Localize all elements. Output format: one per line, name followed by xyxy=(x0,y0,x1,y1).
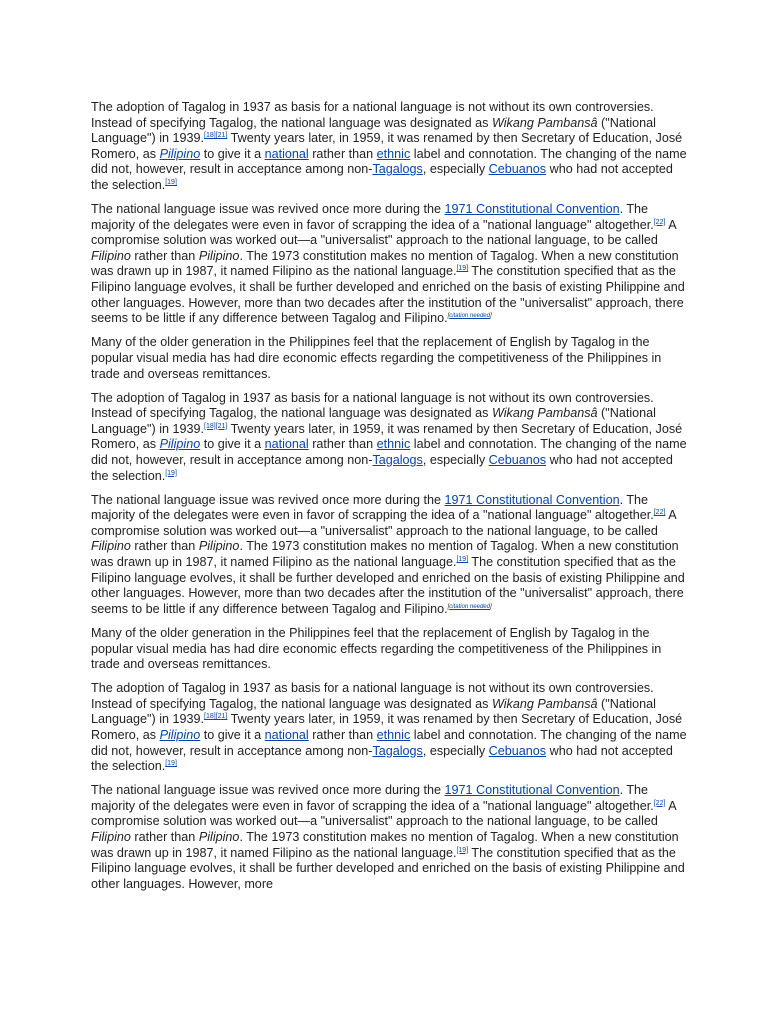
text-span: The adoption of Tagalog in 1937 as basis for a national language is not without its own controversies. Instead of specifying Tagalog, the national language was designated as xyxy=(91,681,654,711)
term-wikang-pambansa: Wikang Pambansâ xyxy=(491,115,598,130)
text-span: label and connotation. The changing of the name did not, however, result in acceptance among non- xyxy=(91,437,687,467)
citation-needed: [citation needed] xyxy=(447,603,492,610)
text-span: . The majority of the delegates were even in favor of scrapping the idea of a "national language" altogether. xyxy=(91,492,654,523)
text-span: . The majority of the delegates were even in favor of scrapping the idea of a "national language" altogether. xyxy=(91,783,654,813)
reference-marker xyxy=(456,847,468,854)
link-ethnic[interactable]: ethnic xyxy=(376,727,411,742)
link-1971-constitutional-convention[interactable]: 1971 Constitutional Convention xyxy=(444,783,620,798)
text-span: , especially xyxy=(422,743,489,758)
link-ethnic[interactable]: ethnic xyxy=(376,146,411,161)
text-span: who had not accepted the selection. xyxy=(91,452,673,483)
paragraph-adoption xyxy=(91,100,691,194)
text-span: Twenty years later, in 1959, it was renamed by then Secretary of Education, José Romero, as xyxy=(91,712,683,742)
link-pilipino[interactable]: Pilipino xyxy=(159,146,201,161)
reference-marker-link[interactable]: [19] xyxy=(165,469,177,477)
text-span: The national language issue was revived once more during the xyxy=(91,202,445,217)
link-cebuanos[interactable]: Cebuanos xyxy=(488,452,547,467)
reference-marker-link[interactable]: [19] xyxy=(456,846,469,854)
text-span: to give it a xyxy=(200,727,265,742)
reference-marker-link[interactable]: [19] xyxy=(456,556,469,564)
term-wikang-pambansa: Wikang Pambansâ xyxy=(491,696,598,711)
text-span: rather than xyxy=(130,830,199,845)
link-cebuanos[interactable]: Cebuanos xyxy=(488,743,547,758)
text-span: ("National Language") in 1939. xyxy=(91,115,656,146)
text-span: label and connotation. The changing of the name did not, however, result in acceptance among non- xyxy=(91,146,687,177)
text-span: who had not accepted the selection. xyxy=(91,162,673,192)
text-span: rather than xyxy=(308,727,377,742)
article-content xyxy=(91,100,691,892)
reference-marker xyxy=(165,179,177,186)
reference-marker-link[interactable]: [18][21] xyxy=(204,713,228,721)
paragraph-language-issue xyxy=(91,493,691,618)
reference-marker xyxy=(165,470,177,477)
link-tagalogs[interactable]: Tagalogs xyxy=(372,162,423,177)
term-wikang-pambansa: Wikang Pambansâ xyxy=(491,406,598,421)
link-1971-constitutional-convention[interactable]: 1971 Constitutional Convention xyxy=(444,492,620,507)
text-span: ("National Language") in 1939. xyxy=(91,696,656,727)
text-span: Many of the older generation in the Philippines feel that the replacement of English by Tagalog in the popular visual media has had dire economic effects regarding the competitiveness of the Philippines in trade and overseas remittances. xyxy=(91,625,662,672)
reference-marker-link[interactable]: [18][21] xyxy=(204,132,228,140)
paragraph-language-issue xyxy=(91,202,691,327)
link-cebuanos[interactable]: Cebuanos xyxy=(488,162,547,177)
text-span: The constitution specified that as the Filipino language evolves, it shall be further developed and enriched on the basis of existing Philippine and other languages. However, more xyxy=(91,555,685,601)
term-filipino: Filipino xyxy=(91,830,131,845)
reference-marker xyxy=(654,800,666,807)
text-span: to give it a xyxy=(200,437,265,452)
paragraph-language-issue xyxy=(91,783,691,892)
text-span: A compromise solution was worked out—a "universalist" approach to the national language, to be called xyxy=(91,508,676,538)
reference-marker-link[interactable]: [22] xyxy=(653,799,666,807)
text-span: than two decades after the institution of the "universalist" approach, there seems to be little if any difference between Tagalog and Filipino. xyxy=(91,295,684,326)
text-span: Twenty years later, in 1959, it was renamed by then Secretary of Education, José Romero, as xyxy=(91,421,683,452)
text-span: The constitution specified that as the Filipino language evolves, it shall be further developed and enriched on the basis of existing Philippine and other languages. However, more xyxy=(91,264,685,310)
text-span: The national language issue was revived once more during the xyxy=(91,492,445,507)
reference-marker xyxy=(204,132,227,139)
article-body xyxy=(91,100,691,892)
text-span: rather than xyxy=(308,146,377,161)
text-span: . The 1973 constitution makes no mention of Tagalog. When a new constitution was drawn up in 1987, it named Filipino as the national language. xyxy=(91,248,679,279)
reference-marker-link[interactable]: [19] xyxy=(165,178,177,186)
term-pilipino: Pilipino xyxy=(198,248,240,263)
text-span: . The majority of the delegates were even in favor of scrapping the idea of a "national language" altogether. xyxy=(91,202,654,232)
reference-marker xyxy=(654,219,666,226)
reference-marker xyxy=(456,556,468,563)
text-span: rather than xyxy=(130,248,199,263)
text-span: The national language issue was revived once more during the xyxy=(91,783,445,798)
text-span: Twenty years later, in 1959, it was renamed by then Secretary of Education, José Romero, as xyxy=(91,131,683,161)
text-span: , especially xyxy=(422,162,489,177)
text-span: The adoption of Tagalog in 1937 as basis for a national language is not without its own controversies. Instead of specifying Tagalog, the national language was designated as xyxy=(91,100,654,130)
paragraph-older-generation xyxy=(91,626,691,673)
text-span: A compromise solution was worked out—a "universalist" approach to the national language, to be called xyxy=(91,217,676,248)
paragraph-adoption xyxy=(91,681,691,775)
term-pilipino: Pilipino xyxy=(198,830,240,845)
text-span: rather than xyxy=(308,437,377,452)
reference-marker-link[interactable]: [19] xyxy=(165,760,177,768)
text-span: The adoption of Tagalog in 1937 as basis for a national language is not without its own controversies. Instead of specifying Tagalog, the national language was designated as xyxy=(91,390,654,421)
link-pilipino[interactable]: Pilipino xyxy=(159,437,201,452)
reference-marker xyxy=(204,423,227,430)
link-national[interactable]: national xyxy=(264,146,309,161)
text-span: than two decades after the institution of the "universalist" approach, there seems to be little if any difference between Tagalog and Filipino. xyxy=(91,586,684,616)
citation-needed-link[interactable]: citation needed xyxy=(449,313,490,320)
reference-marker xyxy=(204,713,227,720)
link-tagalogs[interactable]: Tagalogs xyxy=(372,452,423,467)
text-span: , especially xyxy=(422,452,489,467)
paragraph-older-generation xyxy=(91,335,691,382)
text-span: to give it a xyxy=(200,146,265,161)
text-span: ("National Language") in 1939. xyxy=(91,406,656,436)
reference-marker-link[interactable]: [22] xyxy=(653,218,666,226)
text-span: A compromise solution was worked out—a "universalist" approach to the national language, to be called xyxy=(91,798,676,829)
link-pilipino[interactable]: Pilipino xyxy=(159,727,201,742)
link-tagalogs[interactable]: Tagalogs xyxy=(372,743,423,758)
term-filipino: Filipino xyxy=(91,248,131,263)
link-national[interactable]: national xyxy=(264,727,309,742)
reference-marker-link[interactable]: [18][21] xyxy=(204,422,228,430)
text-span: who had not accepted the selection. xyxy=(91,743,673,774)
text-span: The constitution specified that as the Filipino language evolves, it shall be further developed and enriched on the basis of existing Philippine and other languages. However, more xyxy=(91,845,685,891)
paragraph-adoption xyxy=(91,391,691,485)
link-ethnic[interactable]: ethnic xyxy=(376,437,411,452)
text-span: label and connotation. The changing of the name did not, however, result in acceptance among non- xyxy=(91,727,687,758)
link-national[interactable]: national xyxy=(264,437,309,452)
term-pilipino: Pilipino xyxy=(198,539,240,554)
citation-needed-link[interactable]: citation needed xyxy=(449,603,490,610)
reference-marker xyxy=(165,760,177,767)
text-span: . The 1973 constitution makes no mention of Tagalog. When a new constitution was drawn up in 1987, it named Filipino as the national language. xyxy=(91,830,679,860)
reference-marker xyxy=(654,509,666,516)
reference-marker-link[interactable]: [19] xyxy=(456,265,469,273)
link-1971-constitutional-convention[interactable]: 1971 Constitutional Convention xyxy=(444,202,620,217)
reference-marker-link[interactable]: [22] xyxy=(653,509,666,517)
text-span: rather than xyxy=(130,539,199,554)
text-span: Many of the older generation in the Philippines feel that the replacement of English by Tagalog in the popular visual media has had dire economic effects regarding the competitiveness of the Philippines in trade and overseas remittances. xyxy=(91,335,662,381)
reference-marker xyxy=(456,265,468,272)
term-filipino: Filipino xyxy=(91,539,131,554)
citation-needed: [citation needed] xyxy=(447,313,492,320)
text-span: . The 1973 constitution makes no mention of Tagalog. When a new constitution was drawn up in 1987, it named Filipino as the national language. xyxy=(91,539,679,570)
